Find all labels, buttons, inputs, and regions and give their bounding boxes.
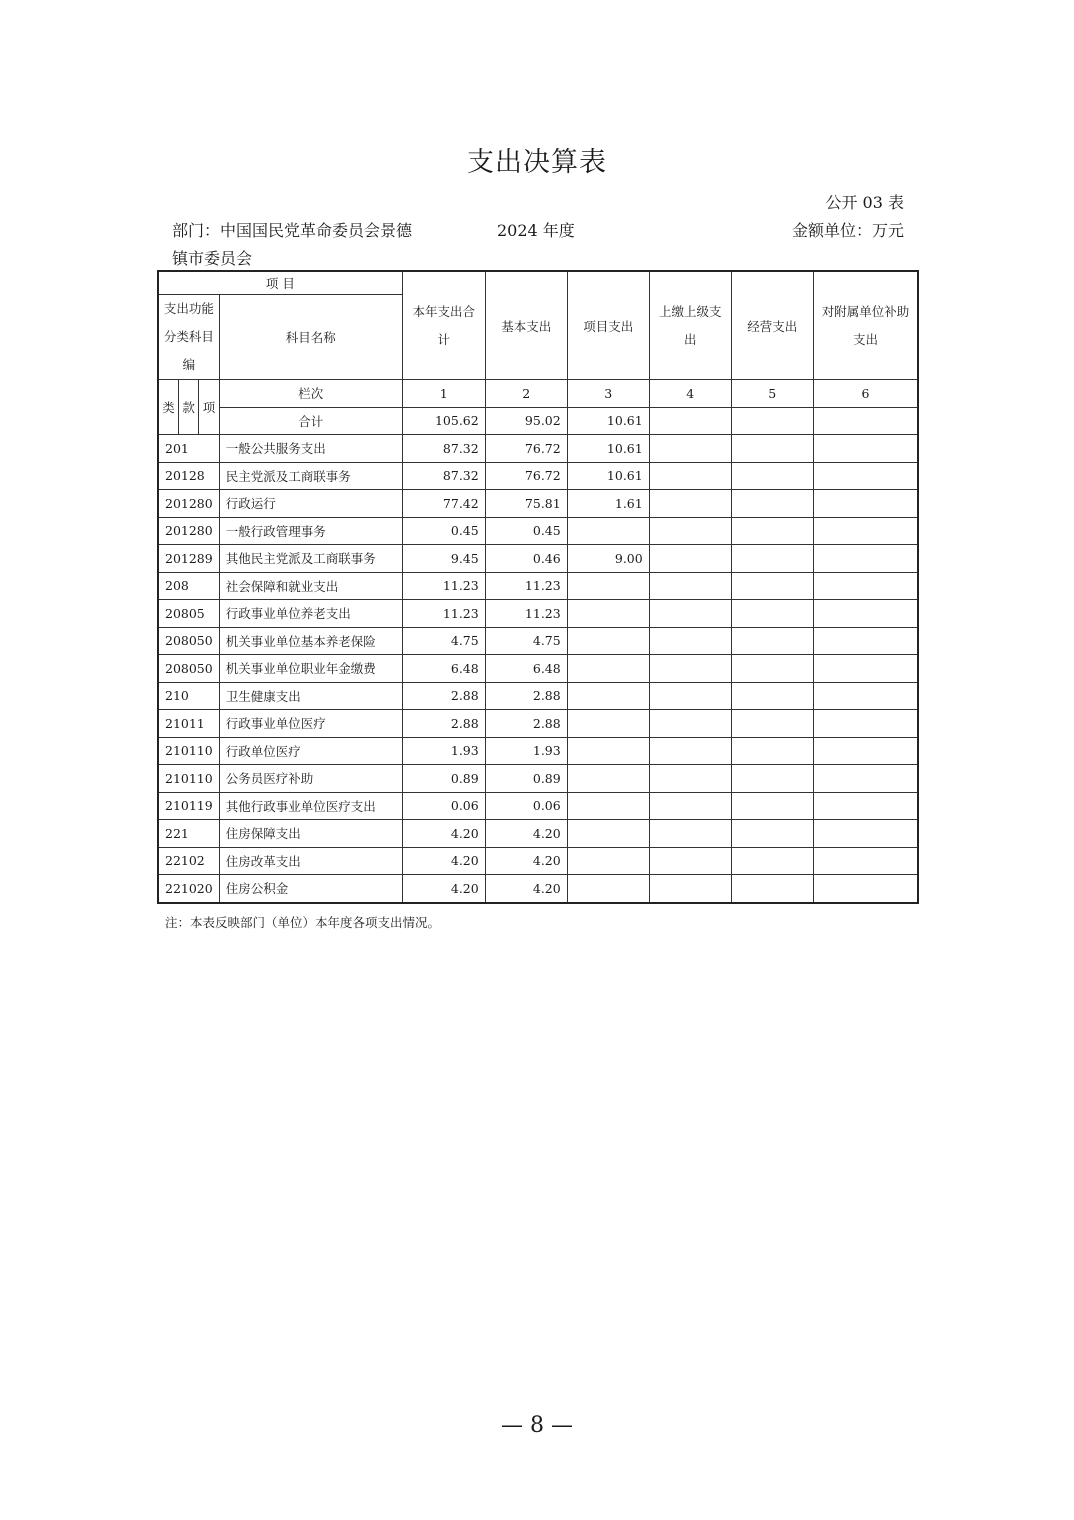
header-subject-name: 科目名称: [219, 295, 402, 380]
row-basic: 4.20: [485, 820, 567, 848]
row-total: 4.75: [402, 627, 485, 655]
row-code: 221020: [158, 875, 219, 903]
table-row: [158, 627, 918, 655]
header-kuan: 款: [178, 380, 198, 435]
row-project: [567, 847, 649, 875]
header-function-code: 支出功能分类科目编: [158, 295, 219, 380]
row-code: 201: [158, 435, 219, 463]
row-code: 21011: [158, 710, 219, 738]
row-total: 6.48: [402, 655, 485, 683]
header-project-expenditure: 项目支出: [567, 271, 649, 380]
col-num-3: 3: [567, 380, 649, 408]
row-subject-name: 其他行政事业单位医疗支出: [219, 792, 402, 820]
row-business: [731, 490, 813, 518]
row-upper: [649, 627, 731, 655]
row-total: 4.20: [402, 820, 485, 848]
row-upper: [649, 490, 731, 518]
row-basic: 0.46: [485, 545, 567, 573]
row-business: [731, 600, 813, 628]
row-total: 11.23: [402, 600, 485, 628]
row-code: 22102: [158, 847, 219, 875]
row-upper: [649, 847, 731, 875]
row-subsidiary: [813, 490, 918, 518]
row-business: [731, 682, 813, 710]
row-business: [731, 517, 813, 545]
row-total: 87.32: [402, 435, 485, 463]
row-total: 4.20: [402, 875, 485, 903]
table-row: [158, 710, 918, 738]
row-project: [567, 737, 649, 765]
row-subject-name: 卫生健康支出: [219, 682, 402, 710]
row-total: 2.88: [402, 710, 485, 738]
row-basic: 4.20: [485, 847, 567, 875]
row-subject-name: 行政运行: [219, 490, 402, 518]
row-upper: [649, 517, 731, 545]
row-total: 0.89: [402, 765, 485, 793]
row-business: [731, 875, 813, 903]
row-basic: 0.89: [485, 765, 567, 793]
table-row: [158, 572, 918, 600]
row-business: [731, 545, 813, 573]
row-code: 210110: [158, 737, 219, 765]
table-row: [158, 655, 918, 683]
row-subject-name: 机关事业单位基本养老保险: [219, 627, 402, 655]
row-subsidiary: [813, 655, 918, 683]
sum-basic: 95.02: [485, 407, 567, 435]
row-subject-name: 住房改革支出: [219, 847, 402, 875]
table-row: [158, 737, 918, 765]
row-subsidiary: [813, 765, 918, 793]
row-basic: 75.81: [485, 490, 567, 518]
row-project: [567, 517, 649, 545]
row-subsidiary: [813, 627, 918, 655]
row-basic: 0.06: [485, 792, 567, 820]
row-subsidiary: [813, 792, 918, 820]
row-total: 9.45: [402, 545, 485, 573]
row-project: [567, 572, 649, 600]
row-subsidiary: [813, 545, 918, 573]
row-project: [567, 765, 649, 793]
department-label-continued: 镇市委员会: [172, 249, 253, 268]
row-upper: [649, 655, 731, 683]
table-row: [158, 792, 918, 820]
row-subsidiary: [813, 517, 918, 545]
header-project: 项 目: [158, 271, 402, 295]
row-subsidiary: [813, 847, 918, 875]
table-row: [158, 765, 918, 793]
row-project: [567, 682, 649, 710]
header-column-no: 栏次: [219, 380, 402, 408]
row-subsidiary: [813, 737, 918, 765]
row-basic: 2.88: [485, 682, 567, 710]
row-code: 210110: [158, 765, 219, 793]
sum-label: 合计: [219, 407, 402, 435]
row-upper: [649, 462, 731, 490]
row-code: 208050: [158, 655, 219, 683]
row-code: 20805: [158, 600, 219, 628]
table-row: [158, 490, 918, 518]
row-project: [567, 875, 649, 903]
row-project: [567, 710, 649, 738]
table-row: [158, 682, 918, 710]
amount-unit: 金额单位：万元: [791, 221, 904, 240]
row-total: 1.93: [402, 737, 485, 765]
row-upper: [649, 682, 731, 710]
table-row: [158, 847, 918, 875]
row-upper: [649, 820, 731, 848]
row-total: 2.88: [402, 682, 485, 710]
row-basic: 6.48: [485, 655, 567, 683]
row-subject-name: 一般公共服务支出: [219, 435, 402, 463]
row-business: [731, 765, 813, 793]
row-code: 210119: [158, 792, 219, 820]
row-code: 20128: [158, 462, 219, 490]
table-row: [158, 545, 918, 573]
row-upper: [649, 765, 731, 793]
row-subsidiary: [813, 875, 918, 903]
row-basic: 4.75: [485, 627, 567, 655]
row-code: 221: [158, 820, 219, 848]
table-row: [158, 435, 918, 463]
row-basic: 11.23: [485, 600, 567, 628]
expenditure-table: [157, 270, 919, 904]
row-project: 9.00: [567, 545, 649, 573]
row-code: 201289: [158, 545, 219, 573]
row-subsidiary: [813, 600, 918, 628]
row-subsidiary: [813, 682, 918, 710]
row-subsidiary: [813, 710, 918, 738]
row-subject-name: 其他民主党派及工商联事务: [219, 545, 402, 573]
row-project: 1.61: [567, 490, 649, 518]
row-business: [731, 737, 813, 765]
row-upper: [649, 435, 731, 463]
row-basic: 76.72: [485, 435, 567, 463]
row-basic: 2.88: [485, 710, 567, 738]
row-code: 201280: [158, 517, 219, 545]
col-num-2: 2: [485, 380, 567, 408]
row-basic: 0.45: [485, 517, 567, 545]
sum-total: 105.62: [402, 407, 485, 435]
row-upper: [649, 545, 731, 573]
row-total: 0.06: [402, 792, 485, 820]
table-row: [158, 600, 918, 628]
row-business: [731, 435, 813, 463]
col-num-5: 5: [731, 380, 813, 408]
row-upper: [649, 737, 731, 765]
row-basic: 11.23: [485, 572, 567, 600]
row-subsidiary: [813, 572, 918, 600]
row-business: [731, 820, 813, 848]
row-total: 77.42: [402, 490, 485, 518]
row-upper: [649, 572, 731, 600]
row-total: 11.23: [402, 572, 485, 600]
row-business: [731, 655, 813, 683]
row-subsidiary: [813, 820, 918, 848]
sum-subsidiary: [813, 407, 918, 435]
sum-business: [731, 407, 813, 435]
col-num-1: 1: [402, 380, 485, 408]
row-subsidiary: [813, 462, 918, 490]
table-row: [158, 462, 918, 490]
row-code: 210: [158, 682, 219, 710]
table-row: [158, 517, 918, 545]
table-row: [158, 820, 918, 848]
row-project: [567, 792, 649, 820]
form-number: 公开 03 表: [825, 193, 904, 212]
row-subject-name: 民主党派及工商联事务: [219, 462, 402, 490]
header-subsidiary: 对附属单位补助支出: [813, 271, 918, 380]
page-number: — 8 —: [501, 1413, 573, 1438]
row-business: [731, 462, 813, 490]
department-label: 部门：中国国民党革命委员会景德: [172, 221, 413, 240]
row-project: 10.61: [567, 435, 649, 463]
header-lei: 类: [158, 380, 178, 435]
row-upper: [649, 600, 731, 628]
row-basic: 76.72: [485, 462, 567, 490]
row-total: 0.45: [402, 517, 485, 545]
row-project: [567, 820, 649, 848]
table-row: [158, 875, 918, 903]
row-upper: [649, 792, 731, 820]
header-upper-payment: 上缴上级支出: [649, 271, 731, 380]
col-num-6: 6: [813, 380, 918, 408]
row-subject-name: 机关事业单位职业年金缴费: [219, 655, 402, 683]
row-subject-name: 一般行政管理事务: [219, 517, 402, 545]
row-business: [731, 710, 813, 738]
header-total: 本年支出合计: [402, 271, 485, 380]
row-basic: 4.20: [485, 875, 567, 903]
row-upper: [649, 710, 731, 738]
row-project: [567, 655, 649, 683]
row-total: 87.32: [402, 462, 485, 490]
row-upper: [649, 875, 731, 903]
row-project: 10.61: [567, 462, 649, 490]
row-subject-name: 行政单位医疗: [219, 737, 402, 765]
row-subject-name: 住房保障支出: [219, 820, 402, 848]
table-note: 注：本表反映部门（单位）本年度各项支出情况。: [165, 915, 441, 930]
row-business: [731, 627, 813, 655]
row-basic: 1.93: [485, 737, 567, 765]
row-subject-name: 社会保障和就业支出: [219, 572, 402, 600]
header-basic: 基本支出: [485, 271, 567, 380]
row-subject-name: 住房公积金: [219, 875, 402, 903]
row-business: [731, 792, 813, 820]
header-business: 经营支出: [731, 271, 813, 380]
row-business: [731, 572, 813, 600]
col-num-4: 4: [649, 380, 731, 408]
row-code: 208: [158, 572, 219, 600]
row-subsidiary: [813, 435, 918, 463]
page-title: 支出决算表: [467, 147, 607, 178]
row-code: 208050: [158, 627, 219, 655]
sum-project: 10.61: [567, 407, 649, 435]
row-project: [567, 627, 649, 655]
header-xiang: 项: [199, 380, 219, 435]
fiscal-year: 2024 年度: [497, 221, 575, 240]
row-subject-name: 行政事业单位医疗: [219, 710, 402, 738]
row-subject-name: 行政事业单位养老支出: [219, 600, 402, 628]
row-total: 4.20: [402, 847, 485, 875]
sum-upper: [649, 407, 731, 435]
row-project: [567, 600, 649, 628]
row-business: [731, 847, 813, 875]
row-code: 201280: [158, 490, 219, 518]
row-subject-name: 公务员医疗补助: [219, 765, 402, 793]
